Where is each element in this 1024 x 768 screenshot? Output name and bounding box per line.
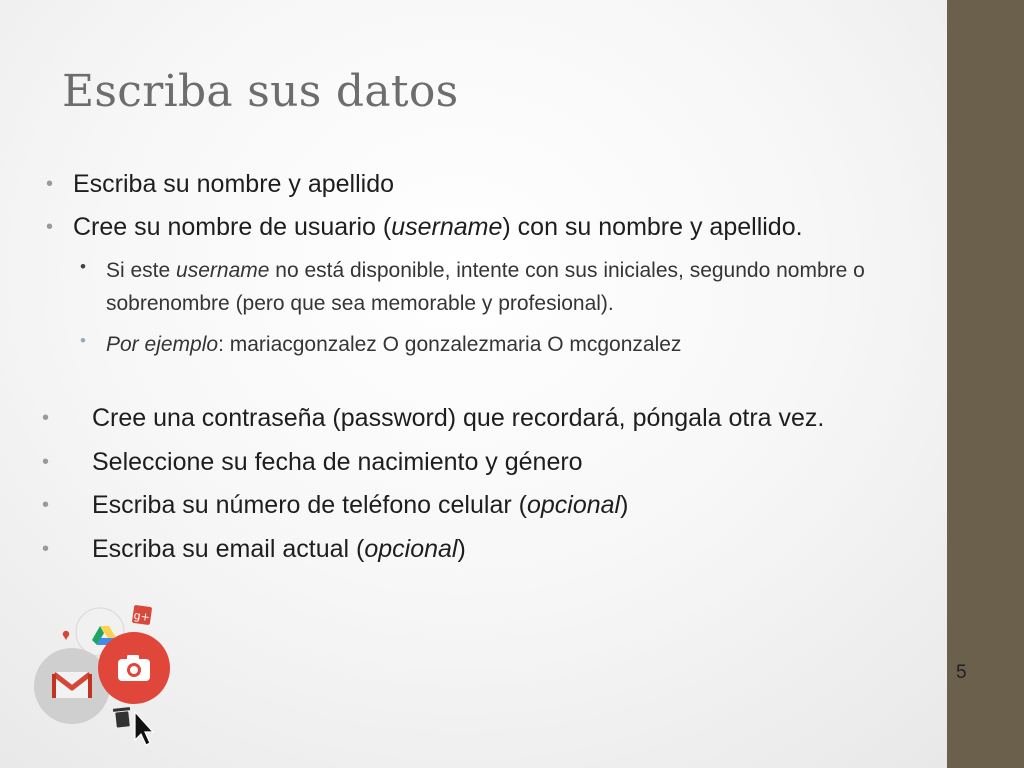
bullet-marker: • <box>46 216 54 238</box>
slide-title: Escriba sus datos <box>62 66 459 117</box>
map-pin-icon <box>63 631 69 640</box>
camera-icon <box>98 632 170 704</box>
bullet-marker: • <box>80 257 86 276</box>
right-sidebar-band <box>947 0 1024 768</box>
bullet-marker: • <box>80 331 86 350</box>
bullet-text: Escriba su email actual (opcional) <box>92 535 466 563</box>
gmail-icon <box>34 648 110 724</box>
trash-icon <box>113 707 130 727</box>
bullet-marker: • <box>42 494 50 516</box>
google-plus-icon <box>132 605 152 625</box>
bullet-marker: • <box>42 538 50 560</box>
sub-bullet-text: Si este username no está disponible, intente con sus iniciales, segundo nombre o sobrenombre (pero que sea memorable y profesional). <box>106 259 865 315</box>
google-apps-logo <box>30 600 190 750</box>
bullet-marker: • <box>46 173 54 195</box>
svg-text:g+: g+ <box>132 608 151 625</box>
bullet-text: Seleccione su fecha de nacimiento y género <box>92 448 583 476</box>
bullet-text: Cree una contraseña (password) que recordará, póngala otra vez. <box>92 404 825 432</box>
page-number: 5 <box>956 662 967 683</box>
sub-bullet-text: Por ejemplo: mariacgonzalez O gonzalezmaria O mcgonzalez <box>106 333 682 356</box>
bullet-text: Escriba su número de teléfono celular (opcional) <box>92 491 629 519</box>
bullet-text: Escriba su nombre y apellido <box>73 170 394 198</box>
bullet-marker: • <box>42 451 50 473</box>
cursor-arrow-icon <box>135 712 153 745</box>
bullet-marker: • <box>42 407 50 429</box>
bullet-text: Cree su nombre de usuario (username) con su nombre y apellido. <box>73 213 803 241</box>
